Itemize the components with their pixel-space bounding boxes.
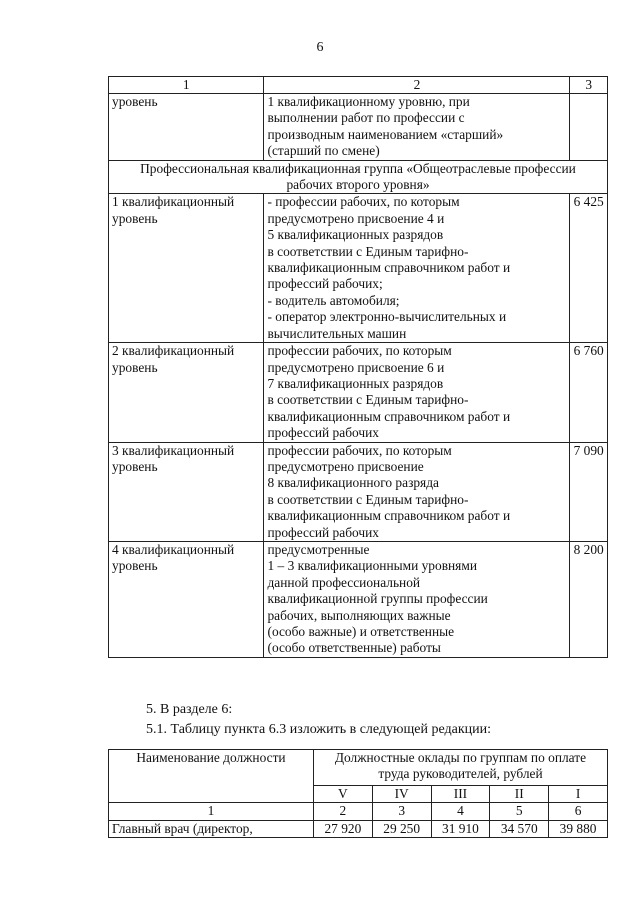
value-cell <box>570 94 608 161</box>
number-cell: 1 <box>109 803 314 820</box>
desc-line: предусмотренные <box>267 541 370 557</box>
salary-cell: 29 250 <box>372 820 431 837</box>
desc-line: 7 квалификационных разрядов <box>267 375 444 391</box>
desc-line: (старший по смене) <box>267 143 380 159</box>
desc-line: профессий рабочих <box>267 425 379 441</box>
desc-line: 1 – 3 квалификационными уровнями <box>267 558 477 574</box>
value-cell: 7 090 <box>570 442 608 541</box>
level-cell <box>109 343 264 442</box>
group-cell: II <box>490 785 549 802</box>
level-cell <box>109 94 264 161</box>
table-row <box>109 194 608 343</box>
desc-line: - оператор электронно-вычислительных и <box>267 309 507 325</box>
level-text: уровень <box>112 94 158 109</box>
desc-cell <box>264 194 570 343</box>
desc-line: квалификационным справочником работ и <box>267 408 511 424</box>
desc-line: в соответствии с Единым тарифно- <box>267 491 469 507</box>
group-cell: III <box>431 785 490 802</box>
desc-line: квалификационным справочником работ и <box>267 260 511 276</box>
desc-line: профессии рабочих, по которым <box>267 442 452 458</box>
table-row <box>109 442 608 541</box>
group-cell: IV <box>372 785 431 802</box>
desc-line: в соответствии с Единым тарифно- <box>267 392 469 408</box>
desc-line: данной профессиональной <box>267 574 421 590</box>
group-title-cell <box>109 160 608 194</box>
group-title-line: Профессиональная квалификационная группа «Общеотраслевые профессии <box>140 160 576 176</box>
salary-cell: 27 920 <box>314 820 373 837</box>
level-line: 1 квалификационный <box>112 194 235 210</box>
desc-line: профессии рабочих, по которым <box>267 343 452 359</box>
desc-line: (особо ответственные) работы <box>267 640 441 656</box>
level-line: 4 квалификационный <box>112 541 235 557</box>
desc-line: в соответствии с Единым тарифно- <box>267 243 469 259</box>
section-paragraph: 5.1. Таблицу пункта 6.3 изложить в следующей редакции: <box>146 722 492 737</box>
desc-line: производным наименованием «старший» <box>267 126 504 142</box>
table-row <box>109 94 608 161</box>
number-cell: 6 <box>549 803 608 820</box>
table-header-row <box>109 77 608 94</box>
qualification-table <box>108 76 608 658</box>
group-title-row <box>109 160 608 194</box>
level-cell <box>109 541 264 657</box>
desc-line: квалификационным справочником работ и <box>267 508 511 524</box>
salary-cell: 31 910 <box>431 820 490 837</box>
position-name-header: Наименование должности <box>109 750 314 803</box>
numbers-row <box>109 803 608 820</box>
level-line: уровень <box>112 359 158 375</box>
number-cell: 5 <box>490 803 549 820</box>
desc-line: 5 квалификационных разрядов <box>267 227 444 243</box>
desc-line: 8 квалификационного разряда <box>267 475 439 491</box>
level-line: 2 квалификационный <box>112 343 235 359</box>
desc-line: предусмотрено присвоение 4 и <box>267 210 445 226</box>
group-cell: V <box>314 785 373 802</box>
value-cell: 6 425 <box>570 194 608 343</box>
level-line: уровень <box>112 558 158 574</box>
desc-line: - профессии рабочих, по которым <box>267 194 460 210</box>
group-cell: I <box>549 785 608 802</box>
table-row <box>109 343 608 442</box>
desc-line: вычислительных машин <box>267 325 407 341</box>
header-col-1: 1 <box>109 77 264 94</box>
level-line: уровень <box>112 458 158 474</box>
salary-table <box>108 749 608 838</box>
position-name-cell: Главный врач (директор, <box>109 820 314 837</box>
desc-line: выполнении работ по профессии с <box>267 110 465 126</box>
salary-header <box>314 750 608 786</box>
desc-line: - водитель автомобиля; <box>267 292 400 308</box>
desc-cell <box>264 343 570 442</box>
group-title-line: рабочих второго уровня» <box>286 177 430 193</box>
desc-line: квалификационной группы профессии <box>267 591 488 607</box>
level-line: 3 квалификационный <box>112 442 235 458</box>
number-cell: 3 <box>372 803 431 820</box>
desc-cell <box>264 94 570 161</box>
desc-line: 1 квалификационному уровню, при <box>267 94 470 109</box>
header-col-3: 3 <box>570 77 608 94</box>
desc-line: рабочих, выполняющих важные <box>267 607 451 623</box>
level-cell <box>109 194 264 343</box>
desc-line: предусмотрено присвоение <box>267 458 424 474</box>
table-header-row <box>109 750 608 786</box>
page-number: 6 <box>316 40 324 55</box>
number-cell: 2 <box>314 803 373 820</box>
level-line: уровень <box>112 210 158 226</box>
table-row <box>109 820 608 837</box>
value-cell: 8 200 <box>570 541 608 657</box>
level-cell <box>109 442 264 541</box>
desc-line: профессий рабочих <box>267 524 379 540</box>
value-cell: 6 760 <box>570 343 608 442</box>
salary-cell: 34 570 <box>490 820 549 837</box>
desc-line: профессий рабочих; <box>267 276 383 292</box>
desc-cell <box>264 541 570 657</box>
header-col-2: 2 <box>264 77 570 94</box>
salary-cell: 39 880 <box>549 820 608 837</box>
number-cell: 4 <box>431 803 490 820</box>
section-paragraph: 5. В разделе 6: <box>146 702 233 717</box>
desc-cell <box>264 442 570 541</box>
table-row <box>109 541 608 657</box>
desc-line: (особо важные) и ответственные <box>267 624 455 639</box>
salary-header-line: Должностные оклады по группам по оплате <box>334 750 587 765</box>
desc-line: предусмотрено присвоение 6 и <box>267 359 445 375</box>
salary-header-line: труда руководителей, рублей <box>378 766 543 782</box>
